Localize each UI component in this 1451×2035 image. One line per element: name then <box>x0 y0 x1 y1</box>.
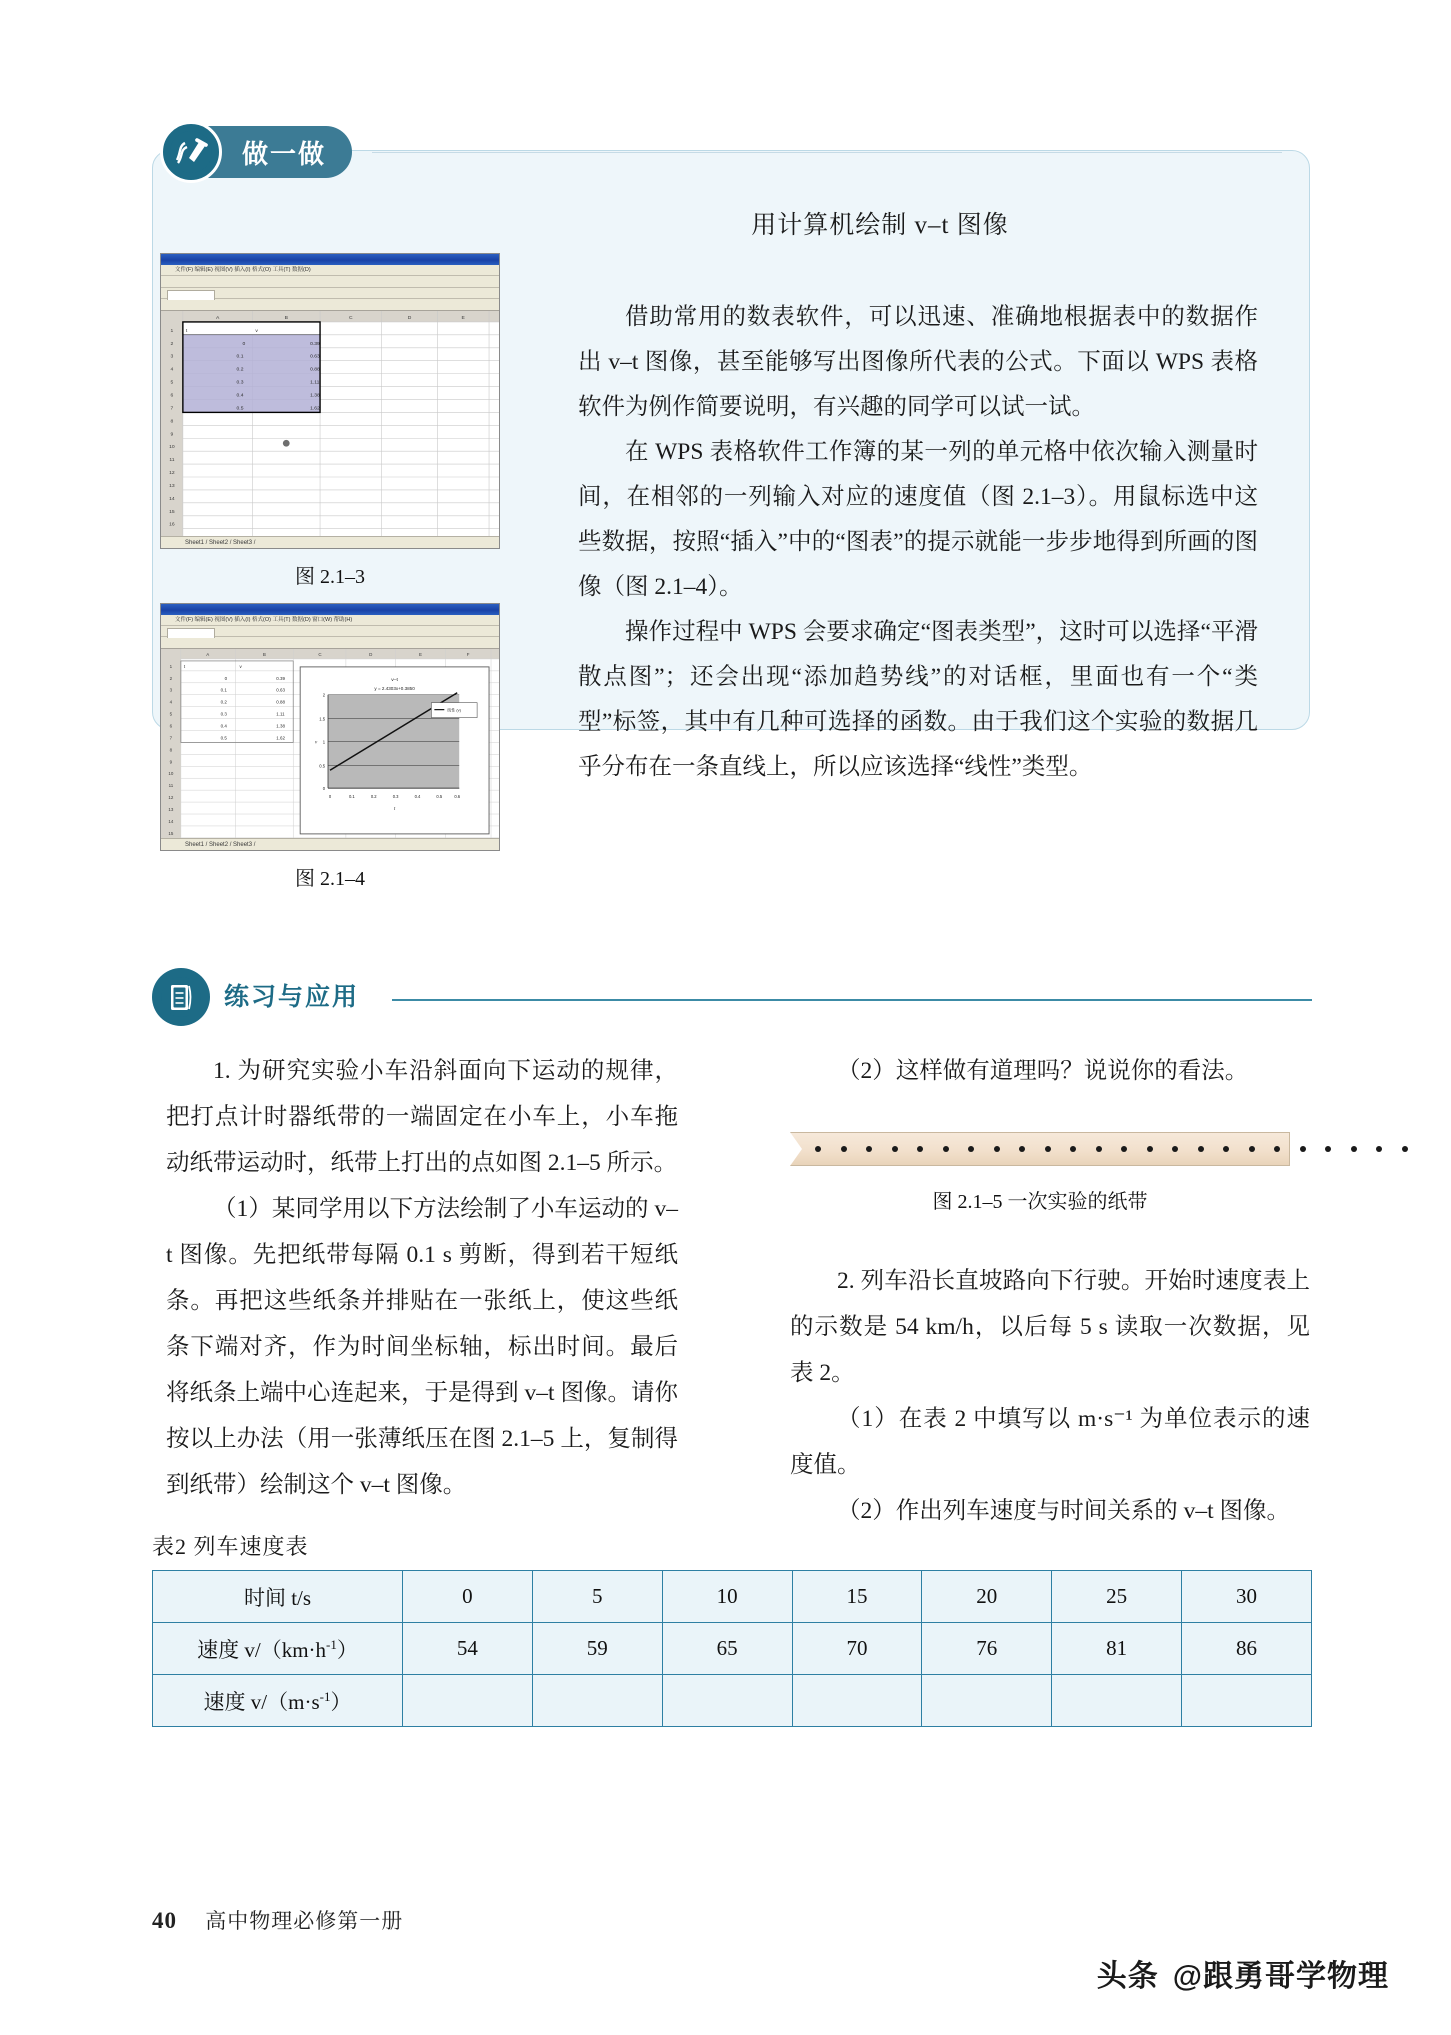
sheet-tabs: Sheet1 / Sheet2 / Sheet3 / <box>161 536 499 548</box>
tape-dot <box>1376 1146 1382 1152</box>
svg-text:0: 0 <box>322 786 326 792</box>
svg-text:10: 10 <box>168 771 174 777</box>
cell-kmh-6: 86 <box>1182 1623 1312 1675</box>
svg-text:15: 15 <box>168 830 174 836</box>
tape-dot <box>841 1146 847 1152</box>
tape-dot <box>866 1146 872 1152</box>
exercise-1-part-2-text: （2）这样做有道理吗？说说你的看法。 <box>837 1058 1249 1084</box>
figure-2-1-5-tape <box>790 1132 1290 1166</box>
cell-ms-4[interactable] <box>922 1675 1052 1727</box>
svg-text:1: 1 <box>169 663 173 669</box>
svg-text:1.62: 1.62 <box>310 406 320 412</box>
cell-time-6: 30 <box>1182 1571 1312 1623</box>
cell-ms-1[interactable] <box>532 1675 662 1727</box>
exercise-left-column <box>166 1048 678 1508</box>
svg-text:D: D <box>369 651 373 657</box>
formula-bar <box>161 299 499 311</box>
tape-dot <box>917 1146 923 1152</box>
svg-text:0.2: 0.2 <box>220 699 227 705</box>
svg-text:线性 (v): 线性 (v) <box>447 707 461 713</box>
svg-text:0: 0 <box>328 794 332 800</box>
menu-bar: 文件(F) 编辑(E) 视图(V) 插入(I) 格式(O) 工具(T) 数据(D) 窗口(W) 帮助(H) <box>161 615 499 626</box>
svg-text:0.5: 0.5 <box>236 406 244 412</box>
spreadsheet-grid <box>161 311 499 548</box>
svg-text:0.1: 0.1 <box>236 354 244 360</box>
svg-text:1.38: 1.38 <box>276 723 286 729</box>
svg-text:0.63: 0.63 <box>276 687 286 693</box>
svg-text:0: 0 <box>242 341 246 347</box>
row-header-speed-kmh: 速度 $v/(km\cdot h^{-1})$ <box>153 1623 403 1675</box>
svg-text:5: 5 <box>169 711 173 717</box>
svg-text:1.11: 1.11 <box>276 711 285 717</box>
svg-text:A: A <box>206 651 210 657</box>
row-header-time: 时间 t/s <box>153 1571 403 1623</box>
svg-text:E: E <box>418 651 422 657</box>
tape-dot <box>1198 1146 1204 1152</box>
svg-text:12: 12 <box>169 471 175 477</box>
do-it-badge-label: 做一做 <box>242 138 327 169</box>
cell-ms-3[interactable] <box>792 1675 922 1727</box>
train-speed-table <box>152 1570 1312 1727</box>
svg-text:14: 14 <box>168 818 174 824</box>
do-it-paragraph-2: 在 WPS 表格软件工作簿的某一列的单元格中依次输入测量时间，在相邻的一列输入对应的速度值（图 2.1–3）。用鼠标选中这些数据，按照“插入”中的“图表”的提示就能一步步地得到所画的图像（图 2.1–4）。 <box>578 439 1258 600</box>
svg-text:2: 2 <box>169 675 173 681</box>
tape-dot <box>994 1146 1000 1152</box>
svg-text:0.3: 0.3 <box>220 711 227 717</box>
svg-text:8: 8 <box>169 747 173 753</box>
svg-text:C: C <box>318 651 322 657</box>
tape-dot <box>943 1146 949 1152</box>
svg-text:7: 7 <box>170 406 174 412</box>
tape-dot <box>815 1146 821 1152</box>
cell-kmh-1: 59 <box>532 1623 662 1675</box>
do-it-paragraph-3: 操作过程中 WPS 会要求确定“图表类型”，这时可以选择“平滑散点图”；还会出现“添加趋势线”的对话框，里面也有一个“类型”标签，其中有几种可选择的函数。由于我们这个实验的数据几乎分布在一条直线上，所以应该选择“线性”类型。 <box>578 619 1258 780</box>
cell-time-1: 5 <box>532 1571 662 1623</box>
row-header-speed-ms: 速度 $v/(m\cdot s^{-1})$ <box>153 1675 403 1727</box>
svg-text:11: 11 <box>168 783 174 789</box>
sheet-tabs: Sheet1 / Sheet2 / Sheet3 / <box>161 838 499 850</box>
svg-text:v: v <box>255 328 258 334</box>
tape-dot <box>968 1146 974 1152</box>
svg-text:8: 8 <box>170 419 174 425</box>
svg-text:0.39: 0.39 <box>276 675 286 681</box>
svg-text:t: t <box>393 807 396 813</box>
svg-text:0.6: 0.6 <box>454 794 461 800</box>
cell-kmh-5: 81 <box>1052 1623 1182 1675</box>
tape-dot <box>1172 1146 1178 1152</box>
svg-text:0.88: 0.88 <box>310 367 320 373</box>
svg-text:0.1: 0.1 <box>348 794 355 800</box>
svg-text:0.4: 0.4 <box>220 723 227 729</box>
watermark-handle: @跟勇哥学物理 <box>1172 1960 1389 1993</box>
svg-text:0.3: 0.3 <box>236 380 244 386</box>
svg-text:v: v <box>239 663 242 669</box>
figure-2-1-4-screenshot <box>160 603 500 851</box>
svg-text:15: 15 <box>169 509 175 515</box>
badge-divider <box>372 152 1282 153</box>
table-title: 表2 列车速度表 <box>152 1534 309 1559</box>
svg-text:0.5: 0.5 <box>436 794 443 800</box>
svg-text:1.38: 1.38 <box>310 393 320 399</box>
cell-kmh-4: 76 <box>922 1623 1052 1675</box>
tape-dot <box>1402 1146 1408 1152</box>
cell-ms-5[interactable] <box>1052 1675 1182 1727</box>
page-footer <box>152 1905 403 1935</box>
cell-ms-0[interactable] <box>403 1675 533 1727</box>
svg-text:0.2: 0.2 <box>370 794 377 800</box>
watermark-logo: 头条 <box>1096 1960 1159 1993</box>
svg-text:16: 16 <box>169 522 175 528</box>
watermark <box>1097 1951 1389 1995</box>
page-number: 40 <box>152 1908 177 1933</box>
tape-dot <box>1351 1146 1357 1152</box>
exercise-1-text: 1. 为研究实验小车沿斜面向下运动的规律，把打点计时器纸带的一端固定在小车上，小车拖动纸带运动时，纸带上打出的点如图 2.1–5 所示。 <box>166 1058 678 1176</box>
svg-text:2: 2 <box>322 692 326 698</box>
svg-text:0.39: 0.39 <box>310 341 320 347</box>
tape-dot <box>892 1146 898 1152</box>
svg-text:1.5: 1.5 <box>319 716 326 722</box>
tape-dot <box>1019 1146 1025 1152</box>
svg-text:F: F <box>466 651 470 657</box>
svg-text:0: 0 <box>224 675 228 681</box>
toolbar <box>161 276 499 288</box>
exercise-2-column <box>790 1258 1310 1534</box>
formula-bar <box>161 637 499 649</box>
svg-text:E: E <box>461 315 465 321</box>
exercise-2-part-1: （1）在表 2 中填写以 m·s⁻¹ 为单位表示的速度值。 <box>790 1406 1310 1478</box>
svg-text:1: 1 <box>322 739 326 745</box>
practice-divider <box>392 999 1312 1001</box>
tape-dot <box>1147 1146 1153 1152</box>
cell-kmh-0: 54 <box>403 1623 533 1675</box>
svg-text:0.5: 0.5 <box>319 763 326 769</box>
practice-section-header <box>152 968 1312 1028</box>
menu-bar: 文件(F) 编辑(E) 视图(V) 插入(I) 格式(O) 工具(T) 数据(D) <box>161 265 499 276</box>
window-titlebar <box>161 254 499 265</box>
svg-text:0.2: 0.2 <box>236 367 244 373</box>
exercise-2-text: 2. 列车沿长直坡路向下行驶。开始时速度表上的示数是 54 km/h，以后每 5 s 读取一次数据，见表 2。 <box>790 1268 1310 1386</box>
cell-time-4: 20 <box>922 1571 1052 1623</box>
svg-text:7: 7 <box>169 735 173 741</box>
svg-text:0.63: 0.63 <box>310 354 320 360</box>
exercise-1-part-1: （1）某同学用以下方法绘制了小车运动的 v–t 图像。先把纸带每隔 0.1 s 剪断，得到若干短纸条。再把这些纸条并排贴在一张纸上，使这些纸条下端对齐，作为时间坐标轴，标出时间。最后将纸条上端中心连起来，于是得到 v–t 图像。请你按以上办法（用一张薄纸压在图 2.1–5 上，复制得到纸带）绘制这个 v–t 图像。 <box>166 1196 678 1498</box>
table-row-time <box>153 1571 1312 1623</box>
svg-text:4: 4 <box>169 699 173 705</box>
figure-2-1-4-caption: 图 2.1–4 <box>295 868 365 890</box>
table-row-speed-kmh <box>153 1623 1312 1675</box>
tape-dot <box>1045 1146 1051 1152</box>
svg-text:6: 6 <box>169 723 173 729</box>
tape-dot <box>1325 1146 1331 1152</box>
svg-text:0.4: 0.4 <box>414 794 421 800</box>
svg-text:t: t <box>183 663 186 669</box>
cell-time-3: 15 <box>792 1571 922 1623</box>
cell-kmh-3: 70 <box>792 1623 922 1675</box>
book-icon <box>152 968 210 1026</box>
cell-time-5: 25 <box>1052 1571 1182 1623</box>
cell-kmh-2: 65 <box>662 1623 792 1675</box>
svg-text:0.1: 0.1 <box>220 687 227 693</box>
window-titlebar <box>161 604 499 615</box>
cell-time-2: 10 <box>662 1571 792 1623</box>
do-it-body <box>578 295 1258 790</box>
svg-text:14: 14 <box>169 496 175 502</box>
svg-text:3: 3 <box>169 687 173 693</box>
svg-text:y = 2.4303x+0.3850: y = 2.4303x+0.3850 <box>374 685 415 691</box>
svg-text:6: 6 <box>170 393 174 399</box>
figure-2-1-5-caption: 图 2.1–5 一次实验的纸带 <box>932 1191 1148 1213</box>
svg-text:4: 4 <box>170 367 174 373</box>
tape-dot <box>1223 1146 1229 1152</box>
tape-dot <box>1070 1146 1076 1152</box>
svg-text:13: 13 <box>169 483 175 489</box>
hand-tool-icon <box>160 121 222 183</box>
workbook-tab <box>161 288 499 299</box>
tape-dot <box>1096 1146 1102 1152</box>
do-it-badge <box>152 126 1312 186</box>
svg-text:1.11: 1.11 <box>310 380 320 386</box>
svg-text:0.3: 0.3 <box>392 794 399 800</box>
tape-dot <box>1249 1146 1255 1152</box>
table-row-speed-ms <box>153 1675 1312 1727</box>
svg-text:0.5: 0.5 <box>220 735 227 741</box>
svg-text:D: D <box>407 315 412 321</box>
svg-text:v: v <box>314 740 318 746</box>
tape-dot <box>1300 1146 1306 1152</box>
exercise-2-part-2: （2）作出列车速度与时间关系的 v–t 图像。 <box>837 1498 1291 1524</box>
tape-dot <box>1121 1146 1127 1152</box>
figure-2-1-3-caption: 图 2.1–3 <box>295 566 365 588</box>
svg-text:t: t <box>185 328 188 334</box>
svg-text:B: B <box>284 315 288 321</box>
svg-text:12: 12 <box>168 795 174 801</box>
do-it-title: 用计算机绘制 v–t 图像 <box>751 212 1009 239</box>
svg-text:11: 11 <box>169 458 175 464</box>
svg-text:9: 9 <box>170 432 174 438</box>
svg-text:0.4: 0.4 <box>236 393 244 399</box>
svg-text:10: 10 <box>169 445 175 451</box>
svg-text:v–t: v–t <box>391 677 398 683</box>
figure-2-1-3-screenshot <box>160 253 500 549</box>
cell-time-0: 0 <box>403 1571 533 1623</box>
svg-text:B: B <box>262 651 266 657</box>
svg-text:9: 9 <box>169 759 173 765</box>
workbook-tab <box>161 626 499 637</box>
svg-text:A: A <box>215 315 220 321</box>
tape-dot <box>1274 1146 1280 1152</box>
svg-text:5: 5 <box>170 380 174 386</box>
svg-text:13: 13 <box>168 807 174 813</box>
svg-text:3: 3 <box>170 354 174 360</box>
svg-text:C: C <box>349 315 353 321</box>
cell-ms-6[interactable] <box>1182 1675 1312 1727</box>
svg-text:2: 2 <box>170 341 174 347</box>
do-it-paragraph-1: 借助常用的数表软件，可以迅速、准确地根据表中的数据作出 v–t 图像，甚至能够写出图像所代表的公式。下面以 WPS 表格软件为例作简要说明，有兴趣的同学可以试一试。 <box>578 304 1258 420</box>
practice-section-label: 练习与应用 <box>224 983 360 1011</box>
spreadsheet-grid-with-chart <box>161 649 499 850</box>
exercise-1-part-2 <box>790 1048 1310 1094</box>
cell-ms-2[interactable] <box>662 1675 792 1727</box>
book-title: 高中物理必修第一册 <box>205 1909 404 1933</box>
svg-text:0.88: 0.88 <box>276 699 286 705</box>
svg-text:1.62: 1.62 <box>276 735 286 741</box>
svg-text:1: 1 <box>170 328 174 334</box>
